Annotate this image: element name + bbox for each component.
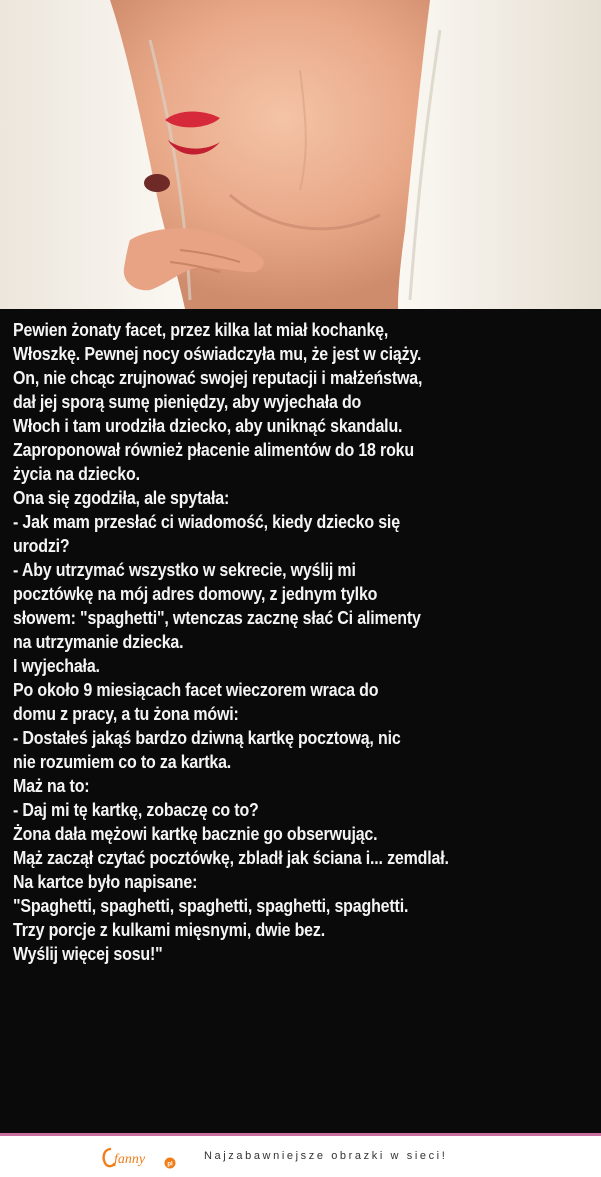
logo-mark [100,1145,180,1171]
story-line: I wyjechała. [13,655,100,676]
story-line: "Spaghetti, spaghetti, spaghetti, spaghetti, spaghetti. [13,895,409,916]
story-line: Wyślij więcej sosu!" [13,943,163,964]
story-line: życia na dziecko. [13,463,140,484]
nipple [144,174,170,192]
story-line: - Daj mi tę kartkę, zobaczę co to? [13,799,259,820]
footer [0,1136,601,1177]
story-line: Trzy porcje z kulkami mięsnymi, dwie bez. [13,919,325,940]
logo-badge: pl [167,1161,173,1168]
header-photo [0,0,601,309]
story-line: Mąż zaczął czytać pocztówkę, zbladł jak ściana i... zemdlał. [13,847,449,868]
story-line: Zaproponował również płacenie alimentów do 18 roku [13,439,415,460]
story-line: nie rozumiem co to za kartka. [13,751,232,772]
story-line: dał jej sporą sumę pieniędzy, aby wyjechała do [13,391,362,412]
story-line: na utrzymanie dziecka. [13,631,184,652]
story-line: - Dostałeś jakąś bardzo dziwną kartkę pocztową, nic [13,727,401,748]
story-line: pocztówkę na mój adres domowy, z jednym tylko [13,583,378,604]
story-line: Ona się zgodziła, ale spytała: [13,487,230,508]
chest-with-lipstick-illustration [0,0,601,309]
story-line: On, nie chcąc zrujnować swojej reputacji i małżeństwa, [13,367,423,388]
story-line: Żona dała mężowi kartkę bacznie go obserwując. [13,823,378,844]
story-line: Po około 9 miesiącach facet wieczorem wraca do [13,679,379,700]
story-line: słowem: "spaghetti", wtenczas zacznę słać Ci alimenty [13,607,421,628]
story-line: Maż na to: [13,775,90,796]
story-line: Włoszkę. Pewnej nocy oświadczyła mu, że jest w ciąży. [13,343,422,364]
story-panel [0,309,601,1133]
story-line: urodzi? [13,535,70,556]
site-logo[interactable] [100,1145,180,1171]
story-line: - Jak mam przesłać ci wiadomość, kiedy dziecko się [13,511,400,532]
logo-text: fanny [114,1152,146,1167]
story-line: Pewien żonaty facet, przez kilka lat miał kochankę, [13,319,389,340]
story-line: Włoch i tam urodziła dziecko, aby uniknąć skandalu. [13,415,403,436]
footer-slogan: Najzabawniejsze obrazki w sieci! [204,1150,448,1162]
story-line: - Aby utrzymać wszystko w sekrecie, wyślij mi [13,559,356,580]
story-text [13,318,512,966]
story-line: Na kartce było napisane: [13,871,198,892]
story-line: domu z pracy, a tu żona mówi: [13,703,239,724]
